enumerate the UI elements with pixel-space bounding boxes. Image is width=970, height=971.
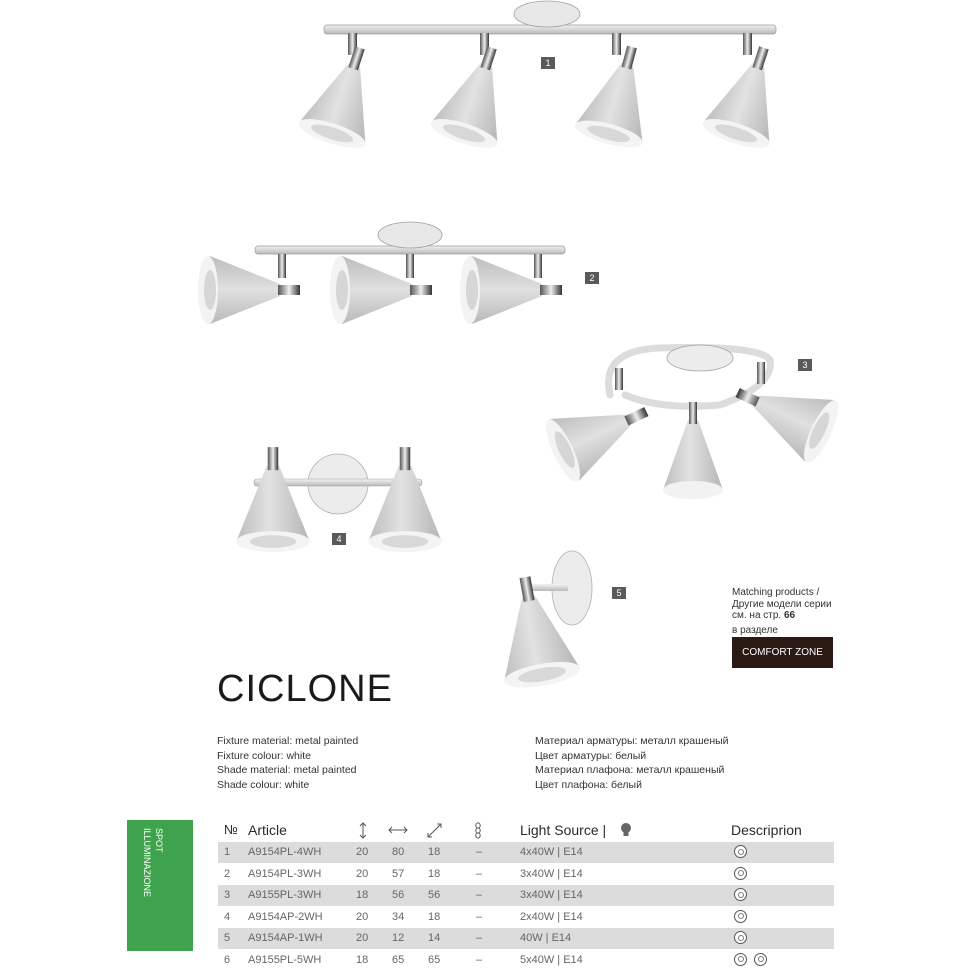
- table-row: [218, 842, 834, 863]
- category-label: SPOT ILLUMINAZIONE: [142, 828, 164, 898]
- spec-ru-4: Цвет плафона: белый: [535, 778, 642, 791]
- cell-light-source: 4x40W | E14: [520, 846, 583, 858]
- matching-line-4: в разделе: [732, 624, 778, 636]
- cell-light-source: 3x40W | E14: [520, 889, 583, 901]
- spec-en-2: Fixture colour: white: [217, 749, 311, 762]
- cell-article: A9155PL-5WH: [248, 953, 322, 966]
- cell-chain: –: [476, 910, 483, 923]
- cell-height: 18: [356, 889, 369, 901]
- cell-height: 20: [356, 932, 369, 944]
- cell-depth: 18: [428, 846, 441, 858]
- table-row: [218, 907, 834, 928]
- cell-depth: 56: [428, 889, 441, 901]
- cell-no: 6: [224, 953, 231, 966]
- cell-light-source: 2x40W | E14: [520, 910, 583, 923]
- cell-depth: 65: [428, 953, 441, 966]
- description-icon: [734, 867, 747, 880]
- table-row: [218, 885, 834, 906]
- cell-article: A9154PL-4WH: [248, 846, 322, 858]
- chain-icon: [474, 822, 482, 839]
- cell-no: 5: [224, 932, 231, 944]
- cell-height: 18: [356, 953, 369, 966]
- header-description: Descriprion: [731, 822, 802, 838]
- matching-page-number: 66: [784, 610, 796, 621]
- badge-3: 3: [798, 359, 812, 371]
- specs-english: [217, 734, 358, 792]
- description-icon: [734, 953, 747, 966]
- header-no: №: [224, 822, 238, 837]
- cell-no: 2: [224, 867, 231, 880]
- cell-no: 4: [224, 910, 231, 923]
- spec-ru-2: Цвет арматуры: белый: [535, 749, 647, 762]
- badge-1: 1: [541, 57, 555, 69]
- cell-width: 65: [392, 953, 405, 966]
- badge-5: 5: [612, 587, 626, 599]
- cell-light-source: 3x40W | E14: [520, 867, 583, 880]
- cell-width: 57: [392, 867, 405, 880]
- table-row: [218, 864, 834, 885]
- cell-chain: –: [476, 953, 483, 966]
- category-side-tab: [127, 820, 193, 951]
- matching-line-3: см. на стр. 66: [732, 610, 796, 621]
- dimmer-icon: [754, 953, 767, 966]
- cell-no: 3: [224, 889, 231, 901]
- cell-chain: –: [476, 867, 483, 880]
- product-2-three-spot-bar: [198, 222, 565, 324]
- cell-width: 12: [392, 932, 405, 944]
- table-row: [218, 928, 834, 949]
- spec-en-3: Shade material: metal painted: [217, 764, 357, 777]
- cell-width: 34: [392, 910, 405, 923]
- description-icon: [734, 910, 747, 923]
- width-arrow-icon: [388, 825, 408, 835]
- description-icon: [734, 888, 747, 901]
- matching-products: [732, 587, 852, 636]
- spec-ru-3: Материал плафона: металл крашеный: [535, 764, 725, 777]
- height-arrow-icon: [358, 822, 368, 839]
- product-5-single-spot-wall: [487, 551, 592, 692]
- table-header: [218, 820, 835, 842]
- product-1-four-spot-bar: [296, 1, 797, 154]
- spec-en-4: Shade colour: white: [217, 778, 310, 791]
- matching-line-1: Matching products /: [732, 587, 820, 598]
- cell-article: A9154AP-2WH: [248, 910, 323, 923]
- cell-height: 20: [356, 846, 369, 858]
- comfort-zone-button[interactable]: COMFORT ZONE: [732, 637, 833, 668]
- cell-light-source: 40W | E14: [520, 932, 572, 944]
- cell-width: 56: [392, 889, 405, 901]
- page-title: CICLONE: [217, 668, 393, 710]
- cell-depth: 18: [428, 867, 441, 880]
- cell-depth: 18: [428, 910, 441, 923]
- cell-article: A9154PL-3WH: [248, 867, 322, 880]
- cell-chain: –: [476, 932, 483, 944]
- matching-line-2: Другие модели серии: [732, 598, 832, 610]
- cell-depth: 14: [428, 932, 441, 944]
- description-icon: [734, 931, 747, 944]
- bulb-icon: [620, 822, 632, 838]
- spec-en-1: Fixture material: metal painted: [217, 735, 359, 747]
- badge-2: 2: [585, 272, 599, 284]
- description-icon: [734, 845, 747, 858]
- cell-light-source: 5x40W | E14: [520, 953, 583, 966]
- cell-width: 80: [392, 846, 405, 858]
- spec-ru-1: Материал арматуры: металл крашеный: [535, 735, 729, 747]
- cell-article: A9154AP-1WH: [248, 932, 323, 944]
- cell-height: 20: [356, 867, 369, 880]
- table-row: [218, 950, 834, 971]
- cell-chain: –: [476, 889, 483, 901]
- badge-4: 4: [332, 533, 346, 545]
- cell-height: 20: [356, 910, 369, 923]
- header-article: Article: [248, 822, 287, 838]
- cell-no: 1: [224, 846, 231, 858]
- header-light-source: Light Source |: [520, 822, 607, 838]
- cell-article: A9155PL-3WH: [248, 889, 322, 901]
- specs-russian: [535, 734, 729, 792]
- cell-chain: –: [476, 846, 483, 858]
- diagonal-arrow-icon: [426, 822, 443, 839]
